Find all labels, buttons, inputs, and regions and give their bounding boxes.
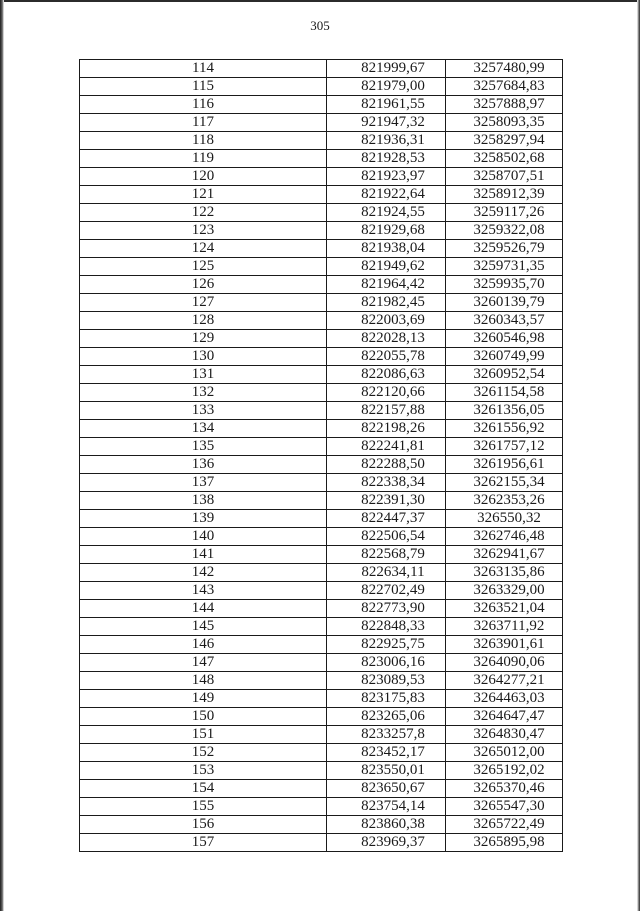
table-row — [80, 150, 563, 168]
table-row — [80, 690, 563, 708]
point-number-cell: 144 — [80, 600, 327, 618]
y-coordinate-cell: 3263135,86 — [446, 564, 563, 582]
point-number-cell: 120 — [80, 168, 327, 186]
point-number-cell: 154 — [80, 780, 327, 798]
y-coordinate-cell: 3260139,79 — [446, 294, 563, 312]
x-coordinate-cell: 823969,37 — [327, 834, 446, 852]
y-coordinate-cell: 3260343,57 — [446, 312, 563, 330]
table-row — [80, 114, 563, 132]
point-number-cell: 149 — [80, 690, 327, 708]
coordinates-table-body — [80, 60, 563, 852]
point-number-cell: 153 — [80, 762, 327, 780]
table-row — [80, 96, 563, 114]
x-coordinate-cell: 823006,16 — [327, 654, 446, 672]
point-number-cell: 130 — [80, 348, 327, 366]
y-coordinate-cell: 3264647,47 — [446, 708, 563, 726]
y-coordinate-cell: 3265722,49 — [446, 816, 563, 834]
point-number-cell: 115 — [80, 78, 327, 96]
point-number-cell: 157 — [80, 834, 327, 852]
x-coordinate-cell: 823089,53 — [327, 672, 446, 690]
point-number-cell: 132 — [80, 384, 327, 402]
x-coordinate-cell: 821936,31 — [327, 132, 446, 150]
x-coordinate-cell: 921947,32 — [327, 114, 446, 132]
y-coordinate-cell: 3262746,48 — [446, 528, 563, 546]
x-coordinate-cell: 823265,06 — [327, 708, 446, 726]
point-number-cell: 140 — [80, 528, 327, 546]
x-coordinate-cell: 822157,88 — [327, 402, 446, 420]
table-row — [80, 78, 563, 96]
table-row — [80, 276, 563, 294]
x-coordinate-cell: 821928,53 — [327, 150, 446, 168]
point-number-cell: 148 — [80, 672, 327, 690]
y-coordinate-cell: 3258912,39 — [446, 186, 563, 204]
y-coordinate-cell: 3265895,98 — [446, 834, 563, 852]
point-number-cell: 150 — [80, 708, 327, 726]
y-coordinate-cell: 3263329,00 — [446, 582, 563, 600]
x-coordinate-cell: 823175,83 — [327, 690, 446, 708]
page-number: 305 — [310, 18, 330, 33]
y-coordinate-cell: 3264463,03 — [446, 690, 563, 708]
table-row — [80, 330, 563, 348]
x-coordinate-cell: 822120,66 — [327, 384, 446, 402]
x-coordinate-cell: 823550,01 — [327, 762, 446, 780]
y-coordinate-cell: 3260952,54 — [446, 366, 563, 384]
x-coordinate-cell: 822086,63 — [327, 366, 446, 384]
y-coordinate-cell: 3259526,79 — [446, 240, 563, 258]
table-row — [80, 546, 563, 564]
table-row — [80, 636, 563, 654]
scan-edge-left — [0, 0, 4, 911]
x-coordinate-cell: 822198,26 — [327, 420, 446, 438]
y-coordinate-cell: 3262353,26 — [446, 492, 563, 510]
table-row — [80, 294, 563, 312]
y-coordinate-cell: 326550,32 — [446, 510, 563, 528]
table-row — [80, 438, 563, 456]
y-coordinate-cell: 3258502,68 — [446, 150, 563, 168]
table-row — [80, 312, 563, 330]
x-coordinate-cell: 821929,68 — [327, 222, 446, 240]
y-coordinate-cell: 3257888,97 — [446, 96, 563, 114]
table-row — [80, 186, 563, 204]
x-coordinate-cell: 822391,30 — [327, 492, 446, 510]
point-number-cell: 136 — [80, 456, 327, 474]
y-coordinate-cell: 3261154,58 — [446, 384, 563, 402]
y-coordinate-cell: 3258707,51 — [446, 168, 563, 186]
table-row — [80, 762, 563, 780]
table-row — [80, 456, 563, 474]
point-number-cell: 134 — [80, 420, 327, 438]
point-number-cell: 124 — [80, 240, 327, 258]
y-coordinate-cell: 3262941,67 — [446, 546, 563, 564]
point-number-cell: 152 — [80, 744, 327, 762]
x-coordinate-cell: 821961,55 — [327, 96, 446, 114]
table-row — [80, 492, 563, 510]
x-coordinate-cell: 821922,64 — [327, 186, 446, 204]
y-coordinate-cell: 3265370,46 — [446, 780, 563, 798]
table-row — [80, 708, 563, 726]
x-coordinate-cell: 822634,11 — [327, 564, 446, 582]
point-number-cell: 139 — [80, 510, 327, 528]
x-coordinate-cell: 822338,34 — [327, 474, 446, 492]
x-coordinate-cell: 8233257,8 — [327, 726, 446, 744]
table-row — [80, 654, 563, 672]
table-row — [80, 672, 563, 690]
point-number-cell: 125 — [80, 258, 327, 276]
y-coordinate-cell: 3265547,30 — [446, 798, 563, 816]
table-row — [80, 204, 563, 222]
x-coordinate-cell: 821949,62 — [327, 258, 446, 276]
x-coordinate-cell: 822702,49 — [327, 582, 446, 600]
table-row — [80, 402, 563, 420]
x-coordinate-cell: 821924,55 — [327, 204, 446, 222]
point-number-cell: 129 — [80, 330, 327, 348]
point-number-cell: 128 — [80, 312, 327, 330]
point-number-cell: 145 — [80, 618, 327, 636]
x-coordinate-cell: 821964,42 — [327, 276, 446, 294]
x-coordinate-cell: 821982,45 — [327, 294, 446, 312]
x-coordinate-cell: 822003,69 — [327, 312, 446, 330]
y-coordinate-cell: 3259117,26 — [446, 204, 563, 222]
point-number-cell: 121 — [80, 186, 327, 204]
x-coordinate-cell: 821999,67 — [327, 60, 446, 78]
y-coordinate-cell: 3264277,21 — [446, 672, 563, 690]
table-row — [80, 474, 563, 492]
x-coordinate-cell: 821938,04 — [327, 240, 446, 258]
point-number-cell: 138 — [80, 492, 327, 510]
table-row — [80, 222, 563, 240]
point-number-cell: 151 — [80, 726, 327, 744]
y-coordinate-cell: 3258297,94 — [446, 132, 563, 150]
y-coordinate-cell: 3261956,61 — [446, 456, 563, 474]
y-coordinate-cell: 3264090,06 — [446, 654, 563, 672]
table-row — [80, 366, 563, 384]
coordinates-table — [79, 59, 563, 852]
point-number-cell: 116 — [80, 96, 327, 114]
point-number-cell: 117 — [80, 114, 327, 132]
table-row — [80, 60, 563, 78]
point-number-cell: 147 — [80, 654, 327, 672]
x-coordinate-cell: 823452,17 — [327, 744, 446, 762]
y-coordinate-cell: 3263521,04 — [446, 600, 563, 618]
point-number-cell: 143 — [80, 582, 327, 600]
y-coordinate-cell: 3261356,05 — [446, 402, 563, 420]
table-row — [80, 258, 563, 276]
point-number-cell: 118 — [80, 132, 327, 150]
table-row — [80, 564, 563, 582]
y-coordinate-cell: 3259322,08 — [446, 222, 563, 240]
y-coordinate-cell: 3263901,61 — [446, 636, 563, 654]
table-row — [80, 348, 563, 366]
point-number-cell: 127 — [80, 294, 327, 312]
point-number-cell: 156 — [80, 816, 327, 834]
table-row — [80, 816, 563, 834]
y-coordinate-cell: 3257684,83 — [446, 78, 563, 96]
y-coordinate-cell: 3257480,99 — [446, 60, 563, 78]
table-row — [80, 384, 563, 402]
point-number-cell: 126 — [80, 276, 327, 294]
y-coordinate-cell: 3264830,47 — [446, 726, 563, 744]
x-coordinate-cell: 822925,75 — [327, 636, 446, 654]
x-coordinate-cell: 822288,50 — [327, 456, 446, 474]
table-row — [80, 528, 563, 546]
table-row — [80, 420, 563, 438]
table-row — [80, 132, 563, 150]
table-row — [80, 618, 563, 636]
table-row — [80, 168, 563, 186]
x-coordinate-cell: 822447,37 — [327, 510, 446, 528]
x-coordinate-cell: 822055,78 — [327, 348, 446, 366]
y-coordinate-cell: 3260546,98 — [446, 330, 563, 348]
x-coordinate-cell: 822241,81 — [327, 438, 446, 456]
point-number-cell: 137 — [80, 474, 327, 492]
x-coordinate-cell: 822848,33 — [327, 618, 446, 636]
y-coordinate-cell: 3265192,02 — [446, 762, 563, 780]
scan-edge-top — [0, 0, 640, 2]
point-number-cell: 122 — [80, 204, 327, 222]
x-coordinate-cell: 823754,14 — [327, 798, 446, 816]
x-coordinate-cell: 822773,90 — [327, 600, 446, 618]
y-coordinate-cell: 3259731,35 — [446, 258, 563, 276]
point-number-cell: 135 — [80, 438, 327, 456]
point-number-cell: 155 — [80, 798, 327, 816]
y-coordinate-cell: 3262155,34 — [446, 474, 563, 492]
point-number-cell: 146 — [80, 636, 327, 654]
y-coordinate-cell: 3261556,92 — [446, 420, 563, 438]
y-coordinate-cell: 3260749,99 — [446, 348, 563, 366]
point-number-cell: 119 — [80, 150, 327, 168]
x-coordinate-cell: 822028,13 — [327, 330, 446, 348]
y-coordinate-cell: 3258093,35 — [446, 114, 563, 132]
table-row — [80, 798, 563, 816]
point-number-cell: 133 — [80, 402, 327, 420]
point-number-cell: 142 — [80, 564, 327, 582]
y-coordinate-cell: 3263711,92 — [446, 618, 563, 636]
y-coordinate-cell: 3259935,70 — [446, 276, 563, 294]
x-coordinate-cell: 823860,38 — [327, 816, 446, 834]
table-row — [80, 510, 563, 528]
x-coordinate-cell: 823650,67 — [327, 780, 446, 798]
table-row — [80, 240, 563, 258]
point-number-cell: 131 — [80, 366, 327, 384]
table-row — [80, 744, 563, 762]
point-number-cell: 141 — [80, 546, 327, 564]
y-coordinate-cell: 3265012,00 — [446, 744, 563, 762]
point-number-cell: 114 — [80, 60, 327, 78]
x-coordinate-cell: 822506,54 — [327, 528, 446, 546]
table-row — [80, 582, 563, 600]
table-row — [80, 600, 563, 618]
y-coordinate-cell: 3261757,12 — [446, 438, 563, 456]
table-row — [80, 726, 563, 744]
x-coordinate-cell: 821923,97 — [327, 168, 446, 186]
point-number-cell: 123 — [80, 222, 327, 240]
x-coordinate-cell: 821979,00 — [327, 78, 446, 96]
x-coordinate-cell: 822568,79 — [327, 546, 446, 564]
table-row — [80, 834, 563, 852]
table-row — [80, 780, 563, 798]
